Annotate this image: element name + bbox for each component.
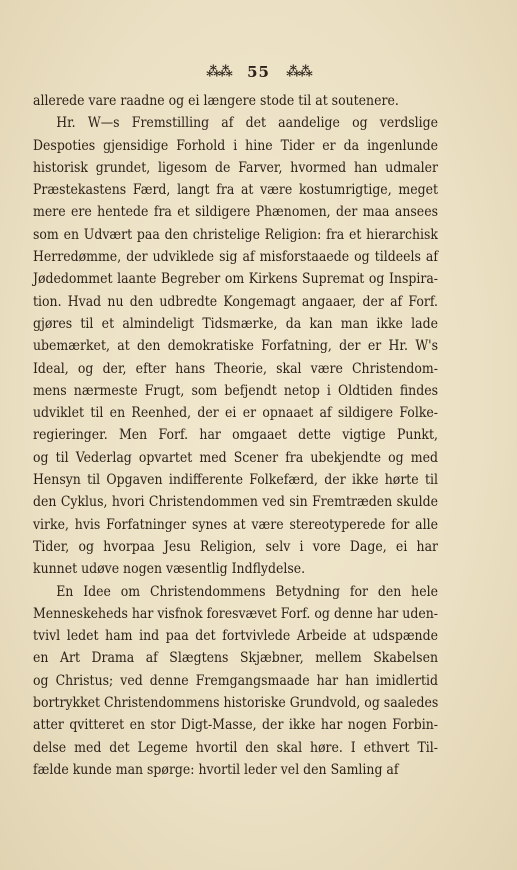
text-line: udviklet til en Reenhed, der ei er opnaaet af sildigere Folke- (33, 405, 438, 422)
page-number: 55 (247, 63, 270, 81)
text-line: Jødedommet laante Begreber om Kirkens Supremat og Inspira- (33, 271, 438, 288)
text-line: Herredømme, der udvikledе sig af misforstaaede og tildeels af (33, 249, 438, 266)
text-line: som en Udvært paa den christelige Religion: fra et hierarchisk (33, 226, 438, 243)
text-line: Tider, og hvorpaa Jesu Religion, selv i vore Dage, ei har (33, 538, 438, 555)
ornament-left-icon: ⁂⁂ (206, 64, 231, 80)
text-line: allerede vare raadne og ei længere stode til at soutenere. (33, 93, 399, 109)
text-line: Hr. W—s Fremstilling af det aandelige og verdslige (56, 115, 438, 132)
text-line: tion. Hvad nu den udbredte Kongemagt angaaer, der af Forf. (33, 293, 438, 310)
text-line: Ideal, og der, efter hans Theorie, skal være Christendom- (33, 360, 438, 377)
text-line: kunnet udøve nogen væsentlig Indflydelse. (33, 561, 306, 578)
ornament-right-icon: ⁂⁂ (286, 64, 311, 80)
text-line: Menneskeheds har visfnok foresvævet Forf. og denne har uden- (33, 605, 438, 622)
text-line: mens nærmeste Frugt, som befjendt netop i Oldtiden findes (33, 382, 438, 399)
text-line: regieringer. Men Forf. har omgaaet dette vigtige Punkt, (33, 427, 438, 444)
page-header (0, 62, 517, 81)
text-line: den Cyklus, hvori Christendommen ved sin Fremtræden skulde (33, 494, 438, 511)
text-line: tvivl ledet ham ind paa det fortvivlede Arbeide at udspænde (33, 628, 438, 645)
text-line: delse med det Legeme hvortil den skal høre. I ethvert Til- (33, 739, 438, 756)
text-line: ubemærket, at den demokratiske Forfatning, der er Hr. W's (33, 338, 438, 355)
text-line: mere ere hentede fra et sildigere Phænomen, der maa ansees (33, 204, 438, 221)
text-line: fælde kunde man spørge: hvortil leder vel den Samling af (33, 761, 399, 778)
text-line: En Idee om Christendommens Betydning for den hele (56, 583, 438, 600)
text-line: Despoties gjensidige Forhold i hine Tider er da ingenlunde (33, 137, 438, 154)
text-line: atter qvitteret en stor Digt-Masse, der ikke har nogen Forbin- (33, 717, 438, 734)
text-line: en Art Drama af Slægtens Skjæbner, mellem Skabelsen (33, 650, 438, 667)
text-line: og til Vederlag opvartet med Scener fra ubekjendte og med (33, 449, 438, 466)
text-line: virke, hvis Forfatninger synes at være stereotyperede for alle (33, 516, 438, 533)
text-line: Hensyn til Opgaven indifferente Folkefærd, der ikke hørte til (33, 472, 438, 489)
text-line: gjøres til et almindeligt Tidsmærke, da kan man ikke lade (33, 315, 438, 332)
body-text (33, 90, 438, 781)
text-line: historisk grundet, ligesom de Farver, hvormed han udmaler (33, 159, 438, 176)
text-line: bortrykket Christendommens historiske Grundvold, og saaledes (33, 695, 439, 712)
text-line: Præstekastens Færd, langt fra at være kostumrigtige, meget (33, 182, 438, 199)
text-line: og Christus; ved denne Fremgangsmaade har han imidlertid (33, 672, 438, 689)
